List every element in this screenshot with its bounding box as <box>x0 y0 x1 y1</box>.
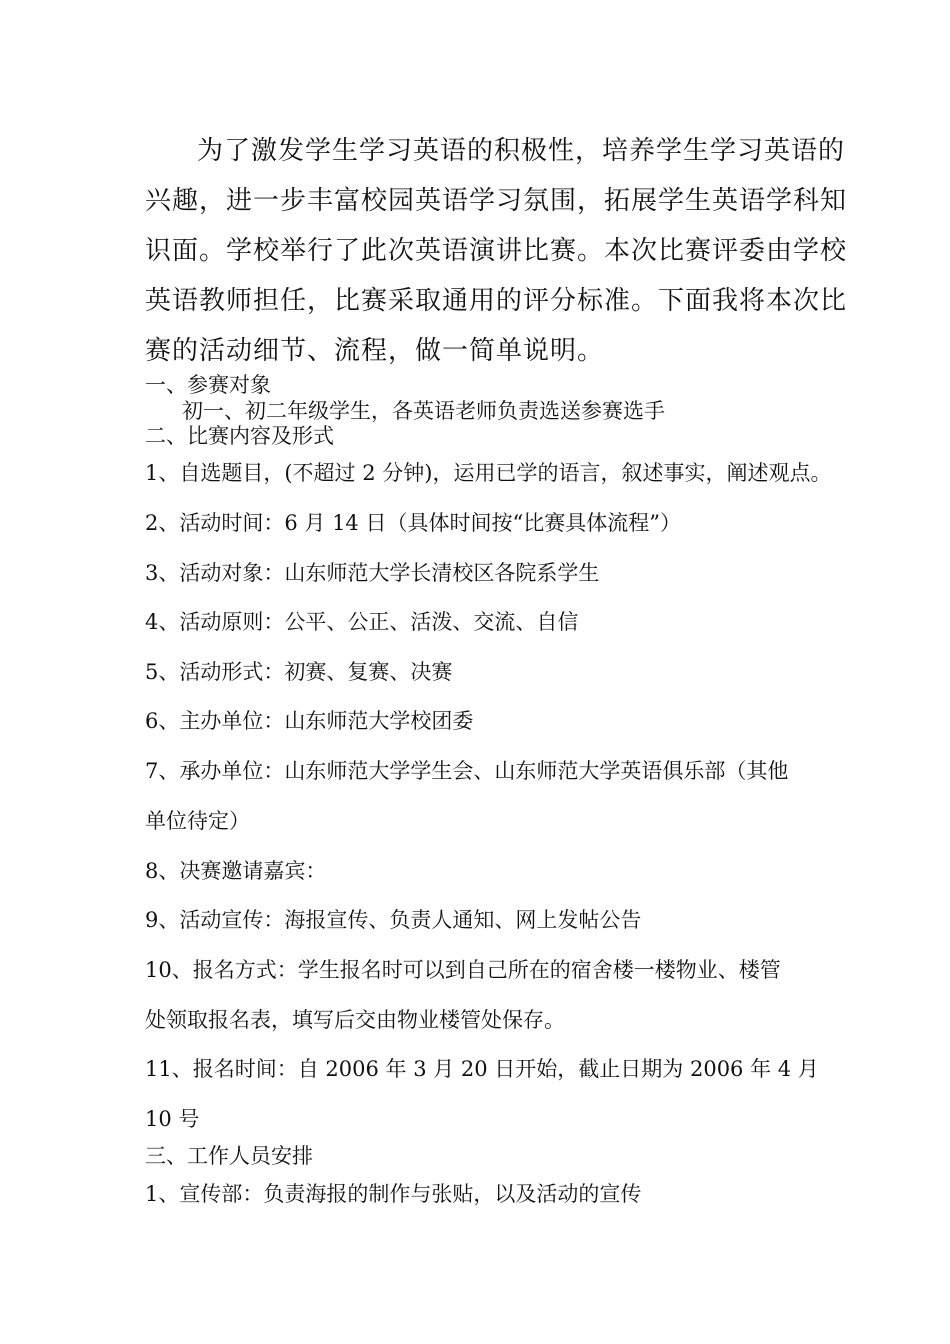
list-item-continuation: 10 号 <box>145 1107 200 1131</box>
intro-line: 赛的活动细节、流程，做一简单说明。 <box>145 336 605 366</box>
list-item: 11、报名时间：自 2006 年 3 月 20 日开始，截止日期为 2006 年 4 月 <box>145 1057 819 1081</box>
intro-line: 兴趣，进一步丰富校园英语学习氛围，拓展学生英语学科知 <box>145 186 848 216</box>
intro-paragraph <box>145 126 848 376</box>
intro-line: 英语教师担任，比赛采取通用的评分标准。下面我将本次比 <box>145 286 848 316</box>
list-item: 4、活动原则：公平、公正、活泼、交流、自信 <box>145 610 579 634</box>
intro-line: 识面。学校举行了此次英语演讲比赛。本次比赛评委由学校 <box>145 236 848 266</box>
list-item: 8、决赛邀请嘉宾： <box>145 859 327 883</box>
list-item: 9、活动宣传：海报宣传、负责人通知、网上发帖公告 <box>145 908 642 932</box>
list-item: 1、自选题目，(不超过 2 分钟)，运用已学的语言，叙述事实，阐述观点。 <box>145 461 832 485</box>
intro-line: 为了激发学生学习英语的积极性，培养学生学习英语的 <box>197 136 846 166</box>
section-3-heading: 三、工作人员安排 <box>145 1144 313 1168</box>
list-item: 7、承办单位：山东师范大学学生会、山东师范大学英语俱乐部（其他 <box>145 759 789 783</box>
list-item: 3、活动对象：山东师范大学长清校区各院系学生 <box>145 561 600 585</box>
list-item: 2、活动时间：6 月 14 日（具体时间按“比赛具体流程”） <box>145 511 681 535</box>
section-1-body: 初一、初二年级学生，各英语老师负责选送参赛选手 <box>182 399 665 423</box>
section-1-heading: 一、参赛对象 <box>145 373 271 397</box>
list-item: 6、主办单位：山东师范大学校团委 <box>145 709 474 733</box>
list-item: 5、活动形式：初赛、复赛、决赛 <box>145 660 453 684</box>
list-item: 10、报名方式：学生报名时可以到自己所在的宿舍楼一楼物业、楼管 <box>145 958 781 982</box>
list-item-continuation: 单位待定） <box>145 809 250 833</box>
list-item-continuation: 处领取报名表，填写后交由物业楼管处保存。 <box>145 1008 565 1032</box>
list-item: 1、宣传部：负责海报的制作与张贴，以及活动的宣传 <box>145 1182 642 1206</box>
section-2-heading: 二、比赛内容及形式 <box>145 424 334 448</box>
